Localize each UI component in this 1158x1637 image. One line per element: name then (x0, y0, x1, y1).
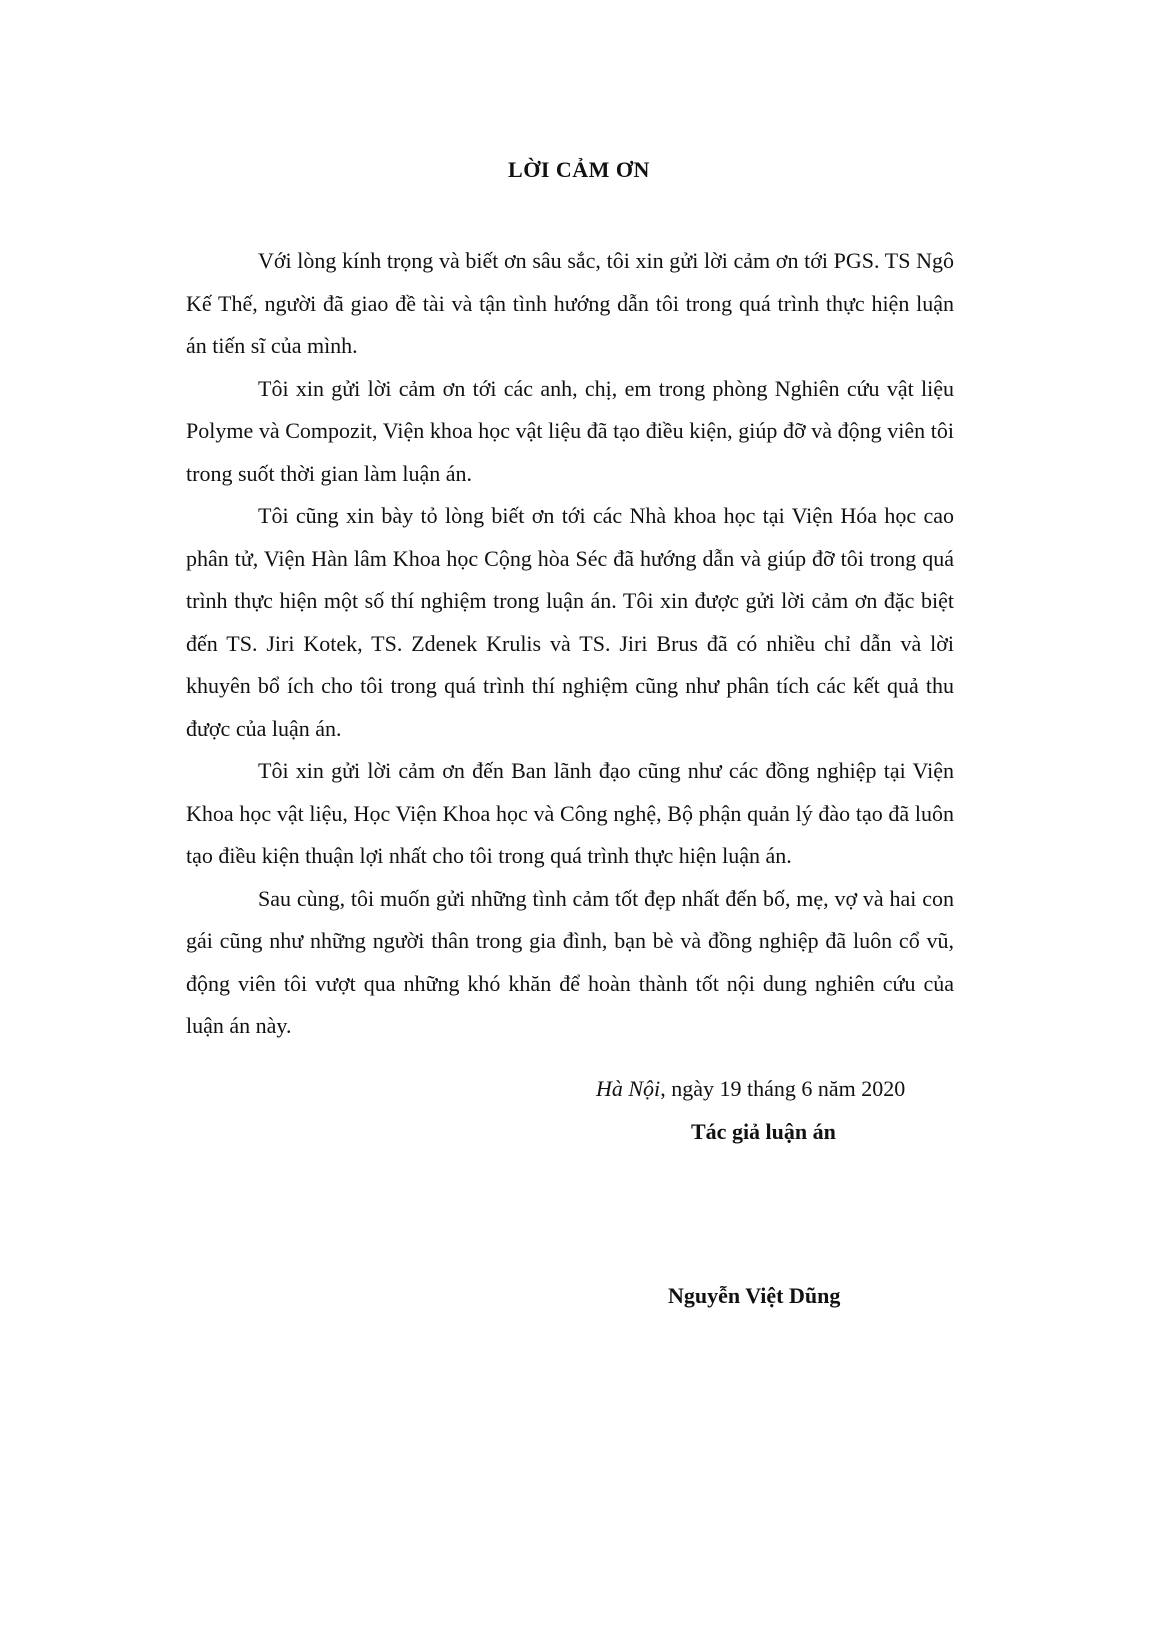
place-name: Hà Nội (596, 1076, 661, 1101)
author-name: Nguyễn Việt Dũng (668, 1283, 841, 1308)
paragraph-3: Tôi cũng xin bày tỏ lòng biết ơn tới các Nhà khoa học tại Viện Hóa học cao phân tử, Viện Hàn lâm Khoa học Cộng hòa Séc đã hướng dẫn và giúp đỡ tôi trong quá trình thực hiện một số thí nghiệm trong luận án. Tôi xin được gửi lời cảm ơn đặc biệt đến TS. Jiri Kotek, TS. Zdenek Krulis và TS. Jiri Brus đã có nhiều chỉ dẫn và lời khuyên bổ ích cho tôi trong quá trình thí nghiệm cũng như phân tích các kết quả thu được của luận án. (186, 503, 954, 741)
paragraph-2: Tôi xin gửi lời cảm ơn tới các anh, chị, em trong phòng Nghiên cứu vật liệu Polyme và Compozit, Viện khoa học vật liệu đã tạo điều kiện, giúp đỡ và động viên tôi trong suốt thời gian làm luận án. (186, 375, 954, 486)
acknowledgement-body (186, 240, 954, 1048)
place-date-line (596, 1076, 905, 1102)
paragraph-4: Tôi xin gửi lời cảm ơn đến Ban lãnh đạo cũng như các đồng nghiệp tại Viện Khoa học vật liệu, Học Viện Khoa học và Công nghệ, Bộ phận quản lý đào tạo đã luôn tạo điều kiện thuận lợi nhất cho tôi trong quá trình thực hiện luận án. (186, 758, 954, 868)
page-title: LỜI CẢM ƠN (508, 157, 650, 182)
signature-date: , ngày 19 tháng 6 năm 2020 (660, 1076, 906, 1101)
paragraph-5: Sau cùng, tôi muốn gửi những tình cảm tốt đẹp nhất đến bố, mẹ, vợ và hai con gái cũng như những người thân trong gia đình, bạn bè và đồng nghiệp đã luôn cổ vũ, động viên tôi vượt qua những khó khăn để hoàn thành tốt nội dung nghiên cứu của luận án này. (186, 885, 954, 1038)
paragraph-1: Với lòng kính trọng và biết ơn sâu sắc, tôi xin gửi lời cảm ơn tới PGS. TS Ngô Kế Thế, người đã giao đề tài và tận tình hướng dẫn tôi trong quá trình thực hiện luận án tiến sĩ của mình. (186, 248, 954, 358)
author-label: Tác giả luận án (691, 1119, 836, 1144)
